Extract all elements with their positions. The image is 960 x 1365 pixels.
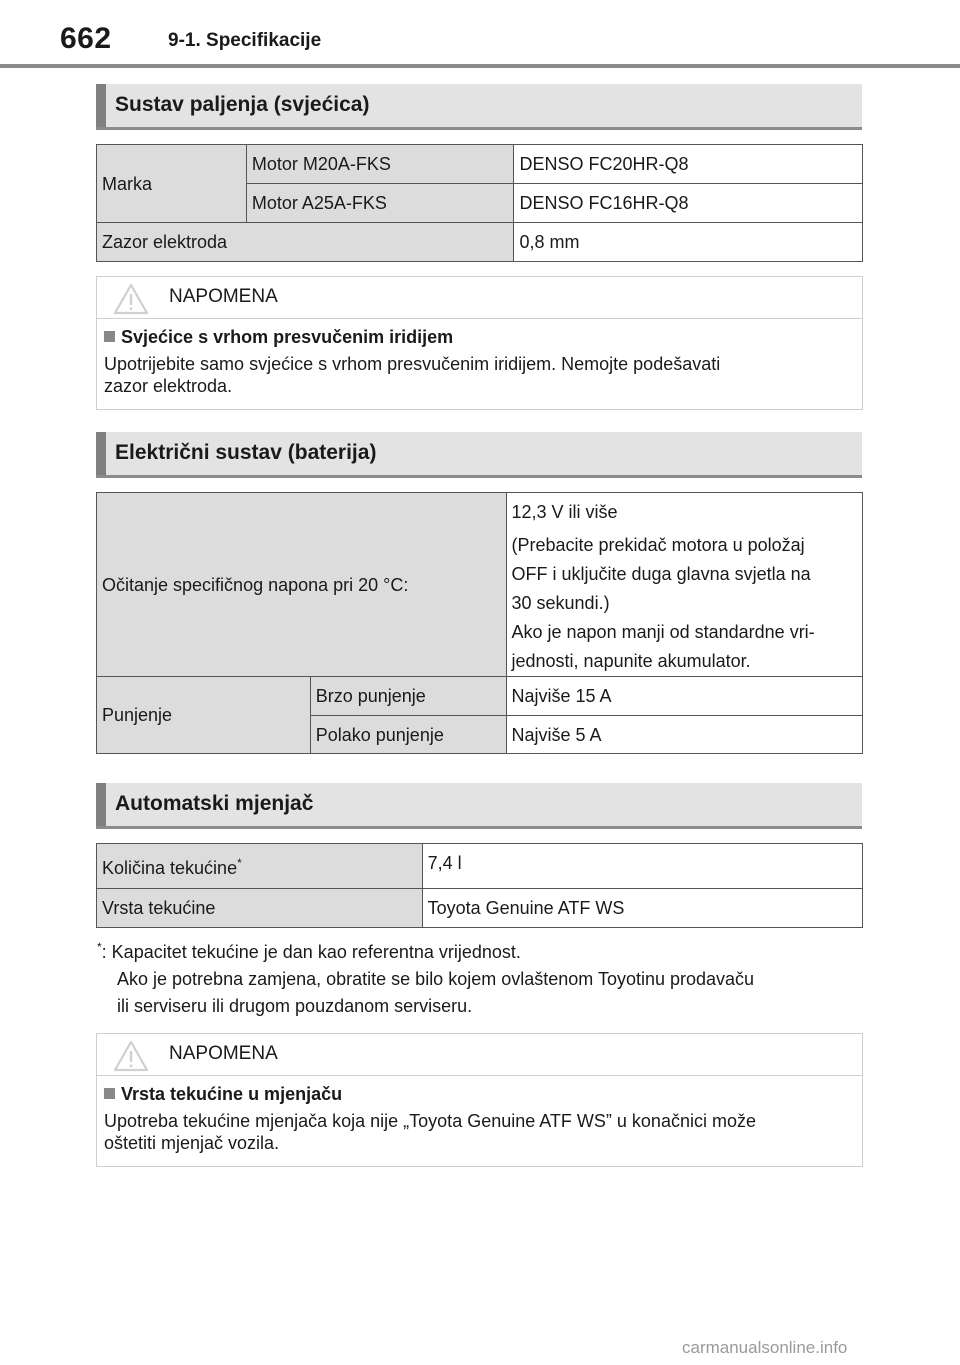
table-row: [97, 889, 863, 928]
chapter-title: 9-1. Specifikacije: [168, 30, 322, 51]
note-box-transmission-fluid: [96, 1033, 863, 1167]
section-title: Električni sustav (baterija): [115, 441, 377, 464]
voltage-label: Očitanje specifičnog napona pri 20 °C:: [97, 493, 507, 677]
charging-mode: Polako punjenje: [310, 716, 506, 754]
footnote-mark: *: [237, 856, 242, 870]
table-row: [97, 677, 863, 716]
fluid-qty-label: [97, 844, 423, 889]
warning-triangle-icon: [113, 1040, 149, 1072]
table-row: [97, 844, 863, 889]
voltage-text-line: 30 sekundi.): [511, 593, 610, 613]
note-title: NAPOMENA: [169, 286, 278, 307]
footnote-line: [97, 934, 754, 966]
engine-cell: Motor M20A-FKS: [246, 145, 514, 184]
value-cell: DENSO FC16HR-Q8: [514, 184, 863, 223]
note-body: [97, 319, 862, 409]
electric-table: [96, 492, 863, 754]
brand-label: Marka: [97, 145, 247, 223]
section-heading-electric: [96, 432, 862, 478]
voltage-value: [506, 493, 863, 677]
note-subtitle: [104, 1082, 854, 1106]
note-subtitle-text: Svjećice s vrhom presvučenim iridijem: [121, 327, 454, 347]
bullet-square-icon: [104, 1088, 115, 1099]
note-text-line: Upotreba tekućine mjenjača koja nije „Toyota Genuine ATF WS” u konačnici može: [104, 1111, 756, 1131]
note-text-line: Upotrijebite samo svjećice s vrhom presvučenim iridijem. Nemojte podešavati: [104, 354, 721, 374]
footnote-line: Ako je potrebna zamjena, obratite se bilo kojem ovlaštenom Toyotinu prodavaču: [117, 969, 755, 989]
note-box-spark-plugs: [96, 276, 863, 410]
footnote-text: : Kapacitet tekućine je dan kao referentna vrijednost.: [101, 942, 521, 962]
note-text-line: oštetiti mjenjač vozila.: [104, 1133, 280, 1153]
table-row: [97, 493, 863, 677]
fluid-type-label: Vrsta tekućine: [97, 889, 423, 928]
section-heading-ignition: [96, 84, 862, 130]
transmission-table: [96, 843, 863, 928]
bullet-square-icon: [104, 331, 115, 342]
note-text-line: zazor elektroda.: [104, 376, 233, 396]
note-body: [97, 1076, 862, 1166]
note-header: [97, 277, 862, 319]
charging-value: Najviše 15 A: [506, 677, 863, 716]
charging-mode: Brzo punjenje: [310, 677, 506, 716]
note-subtitle: [104, 325, 854, 349]
section-title: Sustav paljenja (svjećica): [115, 93, 370, 116]
page-number: 662: [60, 22, 112, 55]
charging-label: Punjenje: [97, 677, 311, 754]
note-subtitle-text: Vrsta tekućine u mjenjaču: [121, 1084, 343, 1104]
ignition-table: [96, 144, 863, 262]
charging-value: Najviše 5 A: [506, 716, 863, 754]
footnote-mark: *: [97, 940, 102, 954]
gap-value: 0,8 mm: [514, 223, 863, 262]
page-header: [0, 0, 960, 68]
gap-label: Zazor elektroda: [97, 223, 514, 262]
note-title: NAPOMENA: [169, 1043, 278, 1064]
footnote: [97, 934, 754, 1020]
fluid-type-value: Toyota Genuine ATF WS: [422, 889, 862, 928]
voltage-text-line: (Prebacite prekidač motora u položaj: [511, 535, 805, 555]
header-rule: [0, 64, 960, 68]
voltage-text-line: jednosti, napunite akumulator.: [511, 651, 751, 671]
fluid-qty-value: 7,4 l: [422, 844, 862, 889]
note-header: [97, 1034, 862, 1076]
voltage-text-line: Ako je napon manji od standardne vri-: [511, 622, 815, 642]
voltage-text-line: OFF i uključite duga glavna svjetla na: [511, 564, 811, 584]
fluid-qty-label-text: Količina tekućine: [102, 858, 238, 878]
table-row: [97, 223, 863, 262]
section-title: Automatski mjenjač: [115, 792, 314, 815]
voltage-text-line: 12,3 V ili više: [511, 502, 618, 522]
watermark: carmanualsonline.info: [682, 1338, 848, 1357]
warning-triangle-icon: [113, 283, 149, 315]
value-cell: DENSO FC20HR-Q8: [514, 145, 863, 184]
section-heading-transmission: [96, 783, 862, 829]
table-row: [97, 145, 863, 184]
footnote-line: ili serviseru ili drugom pouzdanom serviseru.: [117, 996, 473, 1016]
engine-cell: Motor A25A-FKS: [246, 184, 514, 223]
